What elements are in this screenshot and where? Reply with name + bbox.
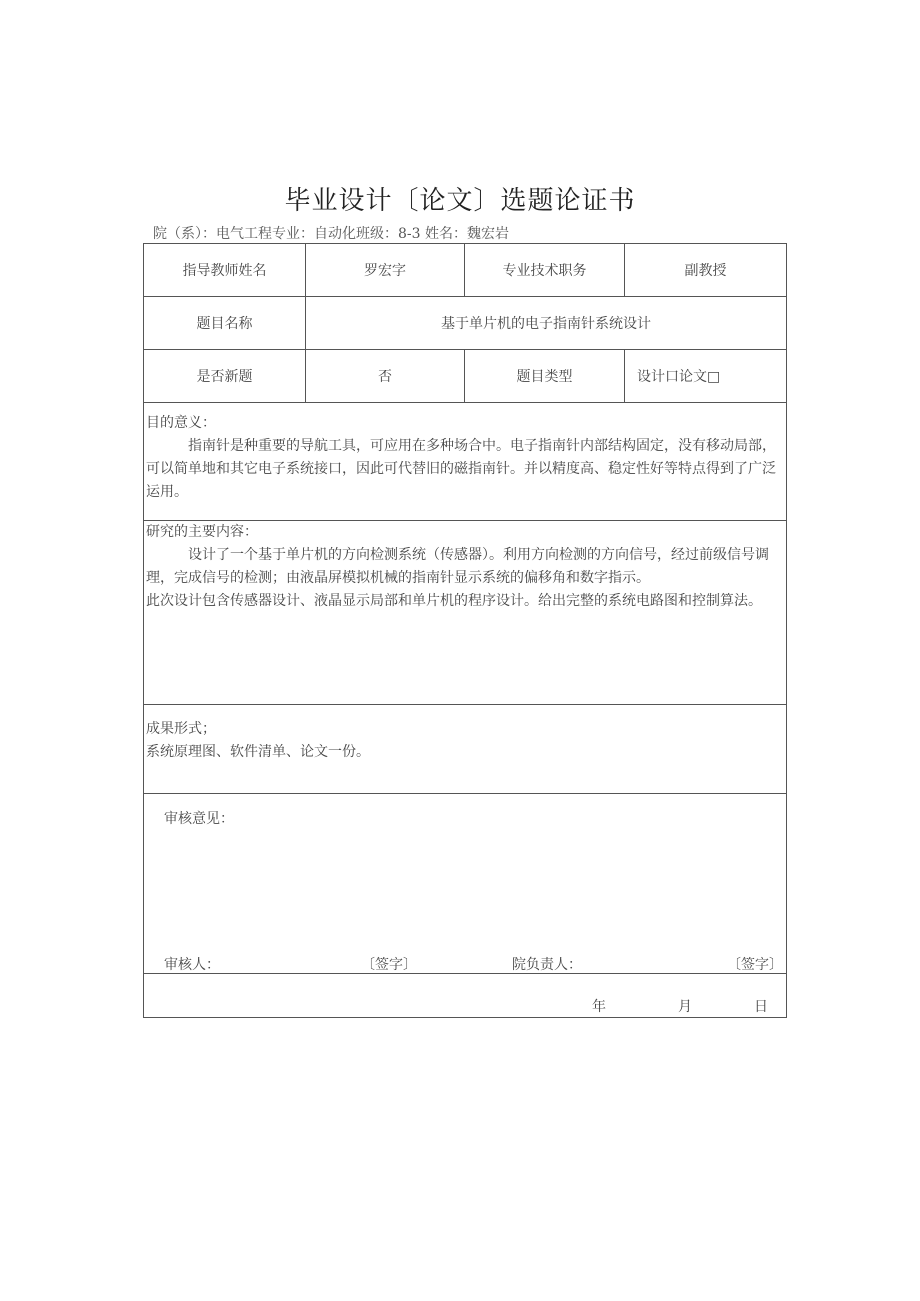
professional-title-label: 专业技术职务 <box>465 244 625 297</box>
new-topic-value: 否 <box>306 350 465 403</box>
date-day: 日 <box>754 999 768 1015</box>
signature-line <box>164 954 783 974</box>
student-info-text: 院（系）：电气工程专业：自动化班级：8-3 姓名：魏宏岩 <box>153 226 509 242</box>
document-title: 毕业设计〔论文〕选题论证书 <box>284 186 636 216</box>
date-row <box>144 974 787 1018</box>
professional-title-value: 副教授 <box>625 244 787 297</box>
purpose-heading: 目的意义： <box>146 415 216 431</box>
review-section <box>144 794 787 974</box>
review-heading: 审核意见： <box>164 811 234 827</box>
topic-type-value: 设计口论文□ <box>625 350 787 403</box>
content-body-1: 设计了一个基于单片机的方向检测系统（传感器）。利用方向检测的方向信号，经过前级信号调理，完成信号的检测；由液晶屏模拟机械的指南针显示系统的偏移角和数字指示。 <box>146 547 769 586</box>
content-row <box>144 521 787 705</box>
date-year: 年 <box>592 999 606 1015</box>
advisor-label: 指导教师姓名 <box>144 244 306 297</box>
type-row <box>144 350 787 403</box>
content-heading: 研究的主要内容： <box>146 524 258 540</box>
proposal-form-table <box>143 243 787 1018</box>
date-section <box>144 974 787 1018</box>
content-section <box>144 521 787 705</box>
topic-label: 题目名称 <box>144 297 306 350</box>
student-info-line <box>153 223 509 243</box>
topic-type-label: 题目类型 <box>465 350 625 403</box>
purpose-section <box>144 403 787 521</box>
outcome-body: 系统原理图、软件清单、论文一份。 <box>146 744 370 760</box>
topic-value: 基于单片机的电子指南针系统设计 <box>306 297 787 350</box>
outcome-section <box>144 705 787 794</box>
reviewer-label: 审核人： <box>164 957 220 973</box>
advisor-row <box>144 244 787 297</box>
advisor-value: 罗宏字 <box>306 244 465 297</box>
new-topic-label: 是否新题 <box>144 350 306 403</box>
topic-row <box>144 297 787 350</box>
outcome-row <box>144 705 787 794</box>
purpose-row <box>144 403 787 521</box>
dean-signature: 〔签字〕 <box>727 957 783 973</box>
content-body-2: 此次设计包含传感器设计、液晶显示局部和单片机的程序设计。给出完整的系统电路图和控制算法。 <box>146 593 762 609</box>
purpose-body: 指南针是种重要的导航工具，可应用在多种场合中。电子指南针内部结构固定，没有移动局部，可以简单地和其它电子系统接口，因此可代替旧的磁指南针。并以精度高、稳定性好等特点得到了广泛运用。 <box>146 438 776 500</box>
date-month: 月 <box>678 999 692 1015</box>
dean-label: 院负责人： <box>512 957 582 973</box>
review-row <box>144 794 787 974</box>
reviewer-signature: 〔签字〕 <box>361 957 417 973</box>
outcome-heading: 成果形式； <box>146 721 216 737</box>
